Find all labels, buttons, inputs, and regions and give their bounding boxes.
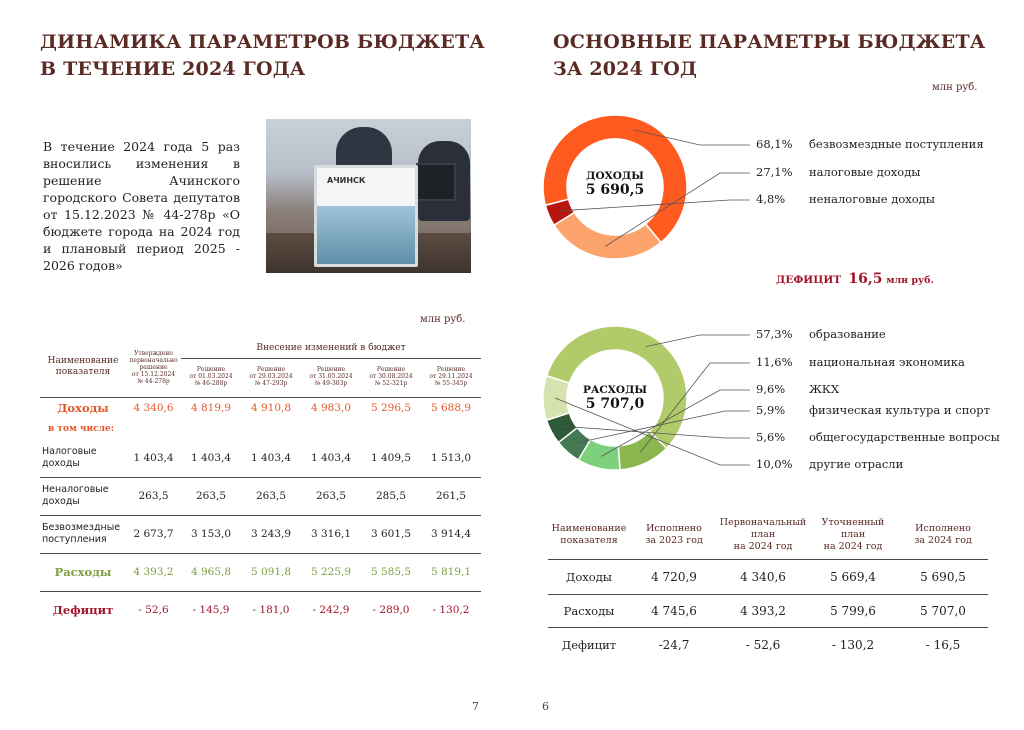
table-row: Расходы 4 745,6 4 393,2 5 799,6 5 707,0 [548,594,988,627]
budget-summary-table [548,512,988,662]
leader-line [646,335,750,347]
expense-leader-lines [530,318,760,478]
leader-line [560,200,750,211]
slice-label: ЖКХ [809,382,840,396]
intro-text: В течение 2024 года 5 раз вносились изменения в решение Ачинского городского Совета депутатов от 15.12.2023 № 44-278р «О бюджете города на 2024 год и плановый период 2025 - 2026 годов» [43,139,240,273]
monitor-shape [416,163,456,201]
income-leader-lines [530,106,760,270]
slice-percent: 68,1% [756,137,793,151]
slice-percent: 57,3% [756,327,793,341]
changes-header: Внесение изменений в бюджет [181,340,481,358]
slice-percent: 4,8% [756,192,786,206]
col-header-change-4: Решение от 30.08.2024 № 52-321р [369,365,413,387]
summary-header-row [548,512,988,559]
income-center: ДОХОДЫ 5 690,5 [585,170,645,198]
slice-label: неналоговые доходы [809,192,935,206]
col-header-approved: Утверждено первоначально решение от 15.12.2024 № 44-278р [129,349,178,385]
table-row-tax: Налоговые доходы 1 403,4 1 403,4 1 403,4 1 403,4 1 409,5 1 513,0 [40,439,481,477]
col-header-name: Наименование показателя [47,356,119,377]
table-row-deficit: Дефицит - 52,6 - 145,9 - 181,0 - 242,9 - 289,0 - 130,2 [52,603,470,618]
col-header-change-5: Решение от 29.11.2024 № 55-345р [429,365,473,387]
leader-line [555,398,750,465]
page-number-right: 6 [542,700,549,713]
deficit-summary: ДЕФИЦИТ 16,5 млн руб. [776,271,934,287]
slice-label: безвозмездные поступления [809,137,984,151]
left-unit: млн руб. [420,314,466,325]
slice-label: образование [809,327,886,341]
summary-col-2: Первоначальный план на 2024 год [718,512,808,559]
table-row-income: Доходы 4 340,6 4 819,9 4 910,8 4 983,0 5 296,5 5 688,9 [57,401,472,416]
meeting-photo [266,119,471,273]
slice-label: налоговые доходы [809,165,921,179]
slice-label: общегосударственные вопросы [809,430,1000,444]
slice-label: национальная экономика [809,355,965,369]
summary-col-1: Исполнено за 2023 год [630,512,718,559]
budget-dynamics-table [40,340,481,629]
col-header-change-3: Решение от 31.05.2024 № 49-303р [309,365,353,387]
slice-percent: 5,6% [756,430,786,444]
page-number-left: 7 [472,700,479,713]
table-row: Дефицит -24,7 - 52,6 - 130,2 - 16,5 [561,637,961,652]
laptop-screen: АЧИНСК [314,165,418,267]
summary-col-4: Исполнено за 2024 год [898,512,988,559]
slice-label: другие отрасли [809,457,904,471]
slice-label: физическая культура и спорт [809,403,991,417]
table-row-expenses: Расходы 4 393,2 4 965,8 5 091,8 5 225,9 5 585,5 5 819,1 [40,553,481,591]
slice-percent: 27,1% [756,165,793,179]
slice-percent: 5,9% [756,403,786,417]
right-title: ОСНОВНЫЕ ПАРАМЕТРЫ БЮДЖЕТА ЗА 2024 ГОД [553,31,986,80]
slice-percent: 10,0% [756,457,793,471]
left-title: ДИНАМИКА ПАРАМЕТРОВ БЮДЖЕТА В ТЕЧЕНИЕ 2024 ГОДА [40,31,485,80]
summary-col-0: Наименование показателя [548,512,630,559]
col-header-change-1: Решение от 01.03.2024 № 46-288р [189,365,233,387]
expense-center: РАСХОДЫ 5 707,0 [582,384,648,412]
col-header-change-2: Решение от 29.03.2024 № 47-293р [249,365,293,387]
screen-image [317,206,415,264]
slice-percent: 9,6% [756,382,786,396]
table-row: Доходы 4 720,9 4 340,6 5 669,4 5 690,5 [548,559,988,594]
leader-line [633,130,750,145]
leader-line [601,390,750,456]
summary-col-3: Уточненный план на 2024 год [808,512,898,559]
table-row-grants: Безвозмездные поступления 2 673,7 3 153,0 3 243,9 3 316,1 3 601,5 3 914,4 [40,515,481,553]
slice-percent: 11,6% [756,355,793,369]
right-unit: млн руб. [932,82,978,93]
including-label: в том числе: [48,424,115,434]
leader-line [605,173,750,246]
table-row-nontax: Неналоговые доходы 263,5 263,5 263,5 263,5 285,5 261,5 [40,477,481,515]
